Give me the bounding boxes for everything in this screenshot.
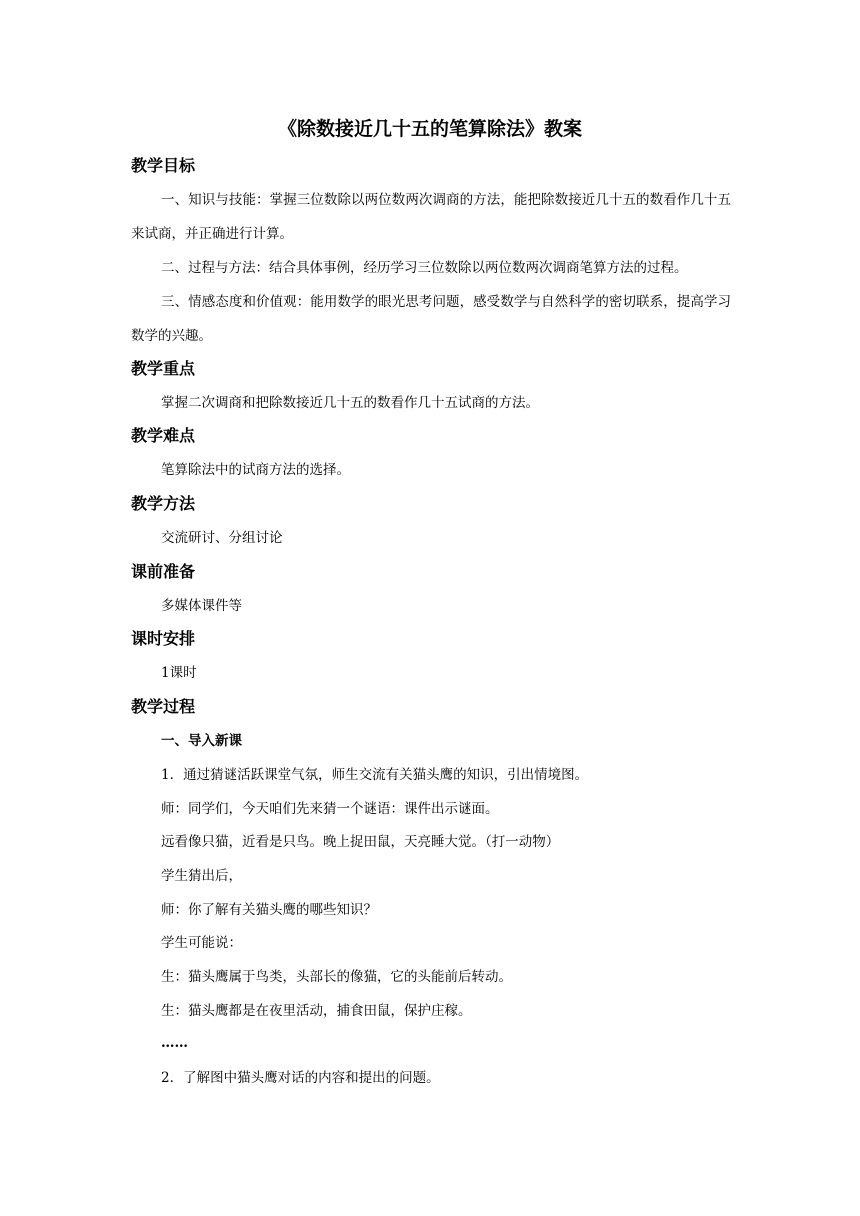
process-line: 生：猫头鹰都是在夜里活动，捕食田鼠，保护庄稼。: [161, 1003, 472, 1019]
difficulties-heading: 教学难点: [131, 426, 196, 445]
key-points-heading: 教学重点: [131, 359, 196, 378]
process-line: 生：猫头鹰属于鸟类，头部长的像猫，它的头能前后转动。: [161, 969, 512, 985]
objective-item-1: 一、知识与技能：掌握三位数除以两位数两次调商的方法，能把除数接近几十五的数看作几十五来试商，并正确进行计算。: [131, 192, 731, 242]
document-title: 《除数接近几十五的笔算除法》教案: [277, 118, 582, 140]
difficulties-text: 笔算除法中的试商方法的选择。: [161, 462, 350, 478]
process-line: 师：你了解有关猫头鹰的哪些知识？: [161, 902, 377, 918]
process-sub-heading: 一、导入新课: [161, 733, 242, 749]
process-line: 学生可能说：: [161, 935, 242, 951]
key-points-text: 掌握二次调商和把除数接近几十五的数看作几十五试商的方法。: [161, 395, 539, 411]
process-line: 2．了解图中猫头鹰对话的内容和提出的问题。: [161, 1070, 440, 1086]
methods-text: 交流研讨、分组讨论: [161, 530, 283, 546]
process-line: 学生猜出后，: [161, 868, 242, 884]
objective-item-3: 三、情感态度和价值观：能用数学的眼光思考问题，感受数学与自然科学的密切联系，提高学习数学的兴趣。: [131, 294, 731, 344]
schedule-heading: 课时安排: [131, 629, 196, 648]
objective-item-2: 二、过程与方法：结合具体事例，经历学习三位数除以两位数两次调商笔算方法的过程。: [161, 260, 688, 276]
preparation-heading: 课前准备: [131, 562, 196, 581]
ellipsis-line: ……: [161, 1035, 188, 1051]
process-line: 远看像只猫，近看是只鸟。晚上捉田鼠，天亮睡大觉。（打一动物）: [161, 834, 560, 850]
process-line: 师：同学们，今天咱们先来猜一个谜语：课件出示谜面。: [161, 801, 499, 817]
objectives-heading: 教学目标: [131, 156, 196, 175]
preparation-text: 多媒体课件等: [161, 598, 242, 614]
process-line: 1．通过猜谜活跃课堂气氛，师生交流有关猫头鹰的知识，引出情境图。: [161, 767, 589, 783]
process-heading: 教学过程: [131, 697, 196, 716]
schedule-text: 1课时: [161, 665, 197, 681]
methods-heading: 教学方法: [131, 494, 196, 513]
